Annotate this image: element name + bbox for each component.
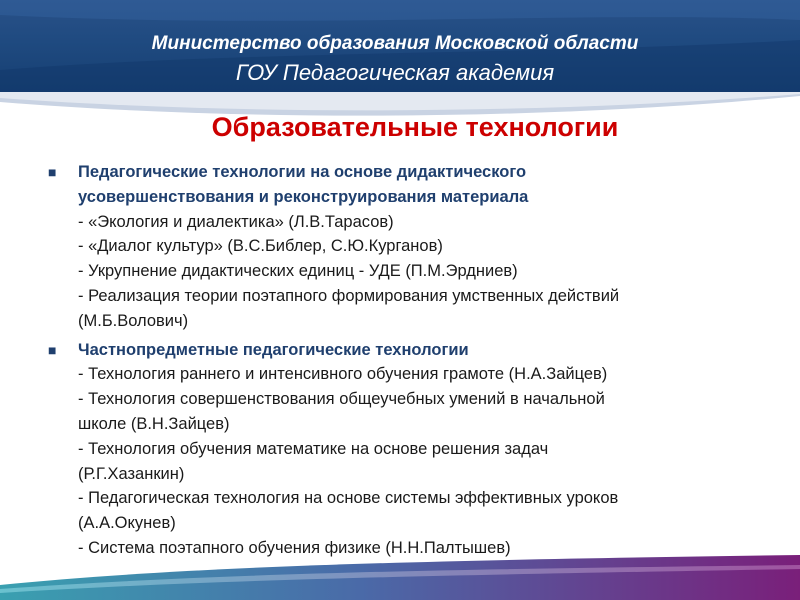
bullet-text-line: (М.Б.Волович) bbox=[78, 311, 189, 330]
list-item bbox=[48, 338, 748, 561]
bullet-icon: ■ bbox=[48, 341, 57, 358]
bullet-text-line: - Технология обучения математике на основе решения задач bbox=[78, 439, 549, 458]
bullet-icon: ■ bbox=[48, 164, 57, 180]
bullet-text-line: - Реализация теории поэтапного формирования умственных действий bbox=[78, 286, 620, 305]
bullet-text-line: - Технология раннего и интенсивного обучения грамоте (Н.А.Зайцев) bbox=[78, 365, 608, 384]
bullet-text-line: (Р.Г.Хазанкин) bbox=[78, 464, 185, 483]
bullet-text-line: - Педагогическая технология на основе системы эффективных уроков bbox=[78, 489, 619, 508]
bullet-heading-line: Педагогические технологии на основе дидактического bbox=[78, 163, 527, 181]
bullet-text-line: школе (В.Н.Зайцев) bbox=[78, 414, 230, 433]
academy-title: ГОУ Педагогическая академия bbox=[235, 60, 555, 85]
bullet-text-line: - «Экология и диалектика» (Л.В.Тарасов) bbox=[78, 212, 394, 231]
bullet-heading-line: Частнопредметные педагогические технологии bbox=[78, 340, 469, 359]
content-list bbox=[48, 160, 748, 565]
header-banner bbox=[0, 0, 800, 92]
footer-wave-decoration bbox=[0, 555, 800, 600]
slide-title: Образовательные технологии bbox=[211, 112, 619, 142]
bullet-text-line: - Технология совершенствования общеучебных умений в начальной bbox=[78, 390, 605, 409]
ministry-title: Министерство образования Московской области bbox=[151, 33, 639, 54]
bullet-text-line: - Укрупнение дидактических единиц - УДЕ (П.М.Эрдниев) bbox=[78, 262, 518, 281]
bullet-heading-line: усовершенствования и реконструирования материала bbox=[78, 187, 529, 206]
list-item bbox=[48, 160, 748, 334]
bullet-text-line: (А.А.Окунев) bbox=[78, 514, 176, 533]
bullet-text-line: - «Диалог культур» (В.С.Библер, С.Ю.Курганов) bbox=[78, 237, 443, 256]
bullet-text-line: - Система поэтапного обучения физике (Н.Н.Палтышев) bbox=[78, 538, 511, 557]
